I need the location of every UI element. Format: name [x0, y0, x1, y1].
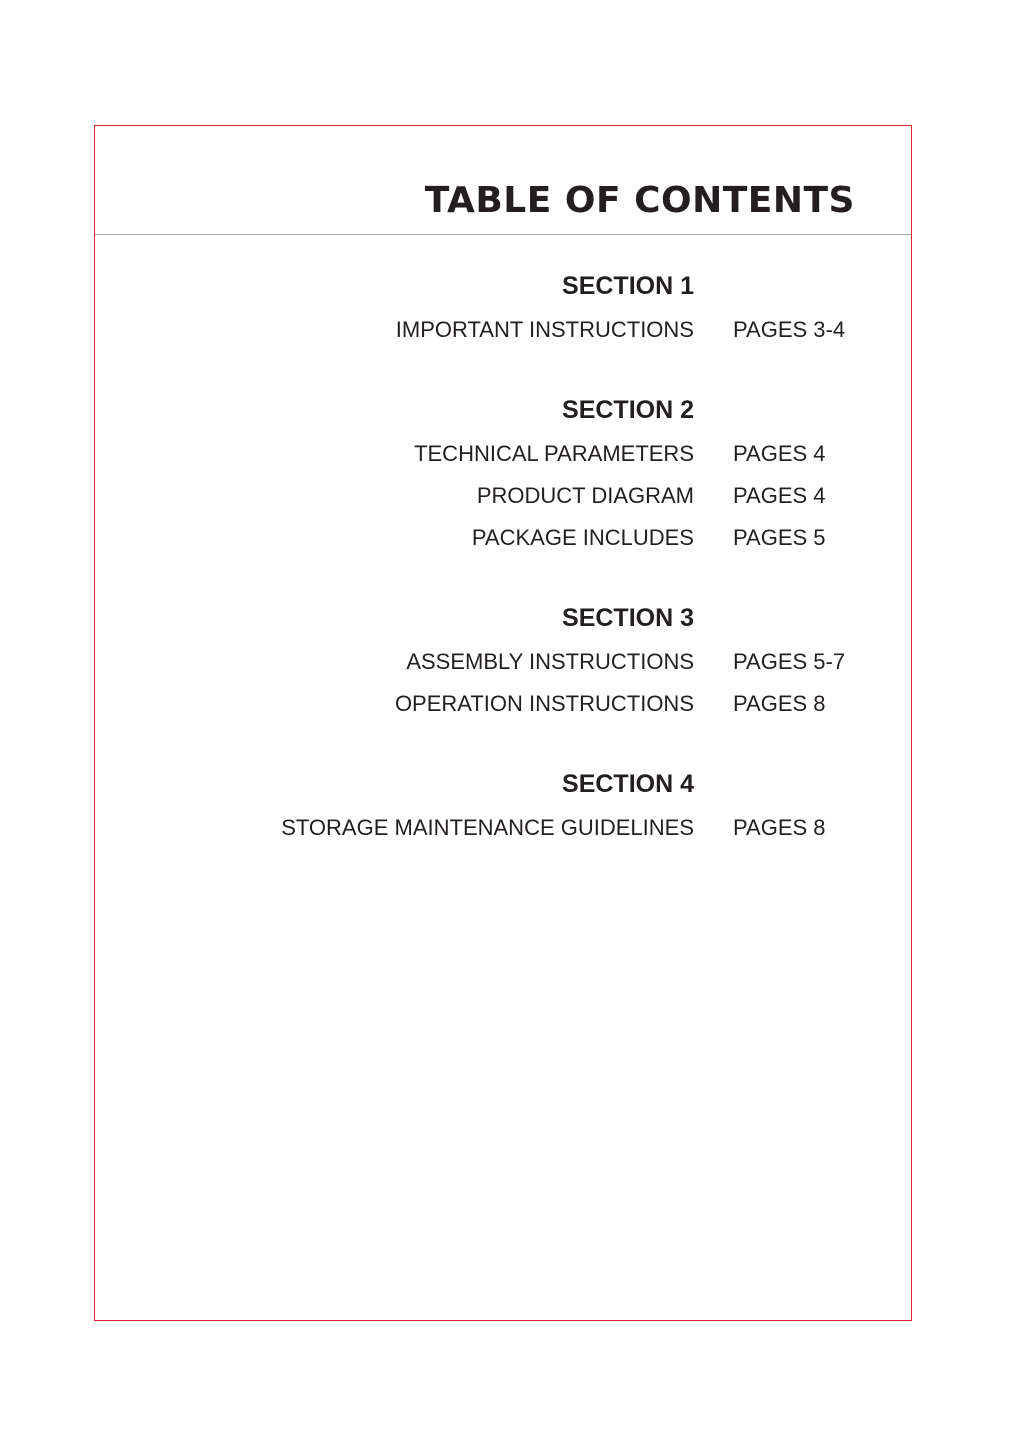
toc-entry-title: STORAGE MAINTENANCE GUIDELINES	[281, 815, 694, 840]
page-title: TABLE OF CONTENTS	[424, 180, 855, 221]
section-heading-row	[95, 766, 911, 808]
toc-entry-pages: PAGES 5-7	[733, 649, 846, 674]
toc-section-4	[95, 766, 911, 850]
section-heading-row	[95, 268, 911, 310]
toc-entry-pages: PAGES 8	[733, 815, 826, 840]
toc-entry-pages: PAGES 5	[733, 525, 826, 550]
toc-entry-pages: PAGES 3-4	[733, 317, 846, 342]
section-heading: SECTION 1	[562, 272, 694, 300]
toc-entry-title: PRODUCT DIAGRAM	[476, 483, 694, 508]
toc-section-2	[95, 392, 911, 560]
toc-entry-title: TECHNICAL PARAMETERS	[414, 441, 694, 466]
toc-entry-title: ASSEMBLY INSTRUCTIONS	[406, 649, 694, 674]
table-of-contents	[95, 268, 911, 890]
toc-entry[interactable]	[95, 808, 911, 850]
toc-entry[interactable]	[95, 684, 911, 726]
toc-entry-title: IMPORTANT INSTRUCTIONS	[395, 317, 694, 342]
toc-entry[interactable]	[95, 476, 911, 518]
toc-entry[interactable]	[95, 518, 911, 560]
section-heading-row	[95, 600, 911, 642]
toc-entry-pages: PAGES 4	[733, 441, 826, 466]
toc-section-3	[95, 600, 911, 726]
section-heading: SECTION 4	[562, 770, 694, 798]
page-frame	[94, 125, 912, 1321]
toc-section-1	[95, 268, 911, 352]
section-heading-row	[95, 392, 911, 434]
toc-entry-pages: PAGES 8	[733, 691, 826, 716]
title-divider	[95, 234, 911, 235]
toc-entry-pages: PAGES 4	[733, 483, 826, 508]
toc-entry-title: PACKAGE INCLUDES	[471, 525, 694, 550]
section-heading: SECTION 2	[562, 396, 694, 424]
toc-entry-title: OPERATION INSTRUCTIONS	[394, 691, 694, 716]
toc-entry[interactable]	[95, 310, 911, 352]
toc-entry[interactable]	[95, 642, 911, 684]
toc-entry[interactable]	[95, 434, 911, 476]
section-heading: SECTION 3	[562, 604, 694, 632]
